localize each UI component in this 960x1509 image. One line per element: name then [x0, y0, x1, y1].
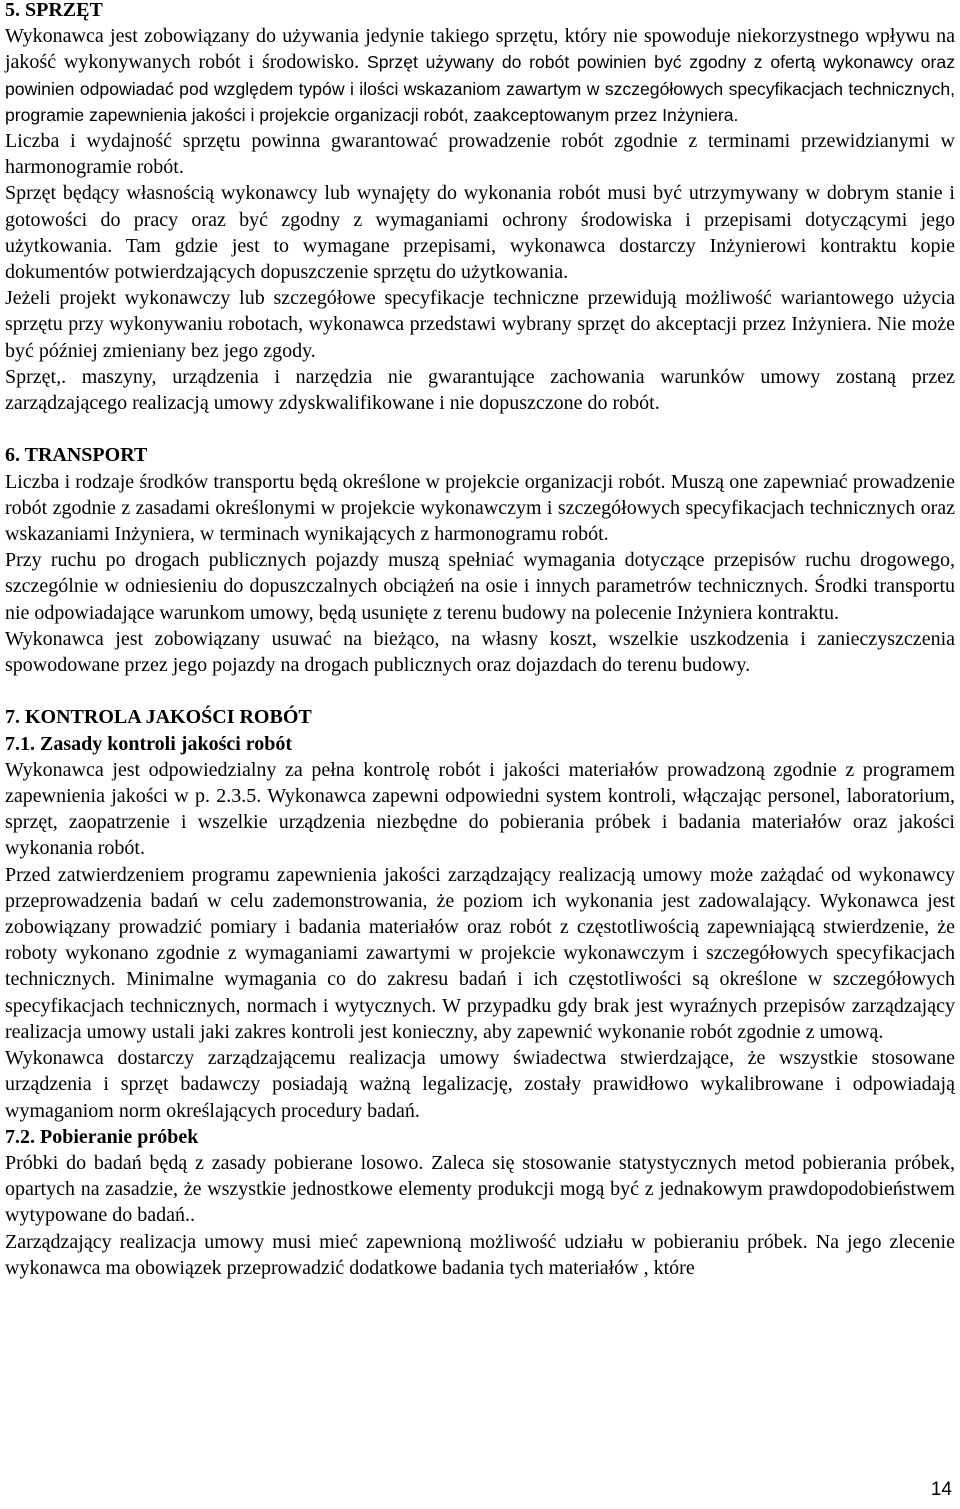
section-7-1-paragraph-3: Wykonawca dostarczy zarządzającemu realizacja umowy świadectwa stwierdzające, że wszystkie stosowane urządzenia i sprzęt badawczy posiadają ważną legalizację, zostały prawidłowo wykalibrowane i odpowiadają wymaganiom norm określających procedury badań.: [5, 1047, 955, 1122]
section-7-1-paragraph-1: Wykonawca jest odpowiedzialny za pełna kontrolę robót i jakości materiałów prowadzoną zgodnie z programem zapewnienia jakości w p. 2.3.5. Wykonawca zapewni odpowiedni system kontroli, włączając personel, laboratorium, sprzęt, zaopatrzenie i wszelkie urządzenia niezbędne do pobierania próbek i badania materiałów oraz jakości wykonania robót.: [5, 758, 955, 860]
section-6-heading: 6. TRANSPORT: [5, 444, 148, 467]
section-7-1-heading: 7.1. Zasady kontroli jakości robót: [5, 732, 293, 755]
section-5-heading: 5. SPRZĘT: [5, 0, 103, 21]
section-6-paragraph-1: Liczba i rodzaje środków transportu będą określone w projekcie organizacji robót. Muszą one zapewniać prowadzenie robót zgodnie z zasadami określonymi w projekcie wykonawczym i szczegółowych specyfikacjach technicznych oraz wskazaniami Inżyniera, w terminach wynikających z harmonogramu robót.: [5, 470, 955, 546]
section-6-paragraph-2: Przy ruchu po drogach publicznych pojazdy muszą spełniać wymagania dotyczące przepisów ruchu drogowego, szczególnie w odniesieniu do dopuszczalnych obciążeń na osie i innych parametrów technicznych. Środki transportu nie odpowiadające warunkom umowy, będą usunięte z terenu budowy na polecenie Inżyniera kontraktu.: [5, 549, 955, 624]
section-5-paragraph-3: Sprzęt będący własnością wykonawcy lub wynajęty do wykonania robót musi być utrzymywany w dobrym stanie i gotowości do pracy oraz być zgodny z wymaganiami ochrony środowiska i przepisami dotyczącymi jego użytkowania. Tam gdzie jest to wymagane przepisami, wykonawca dostarczy Inżynierowi kontraktu kopie dokumentów potwierdzających dopuszczenie sprzętu do użytkowania.: [5, 182, 955, 284]
section-7-2-paragraph-2: Zarządzający realizacja umowy musi mieć zapewnioną możliwość udziału w pobieraniu próbek. Na jego zlecenie wykonawca ma obowiązek przeprowadzić dodatkowe badania tych materiałów , które: [5, 1230, 955, 1279]
section-7-2-paragraph-1: Próbki do badań będą z zasady pobierane losowo. Zaleca się stosowanie statystycznych metod pobierania próbek, opartych na zasadzie, że wszystkie jednostkowe elementy produkcji mogą być z jednakowym prawdopodobieństwem wytypowane do badań..: [5, 1151, 955, 1227]
document-page: [5, 0, 955, 1281]
section-5-paragraph-5: Sprzęt,. maszyny, urządzenia i narzędzia nie gwarantujące zachowania warunków umowy zostaną przez zarządzającego realizacją umowy zdyskwalifikowane i nie dopuszczone do robót.: [5, 365, 955, 415]
section-5-paragraph-2: Liczba i wydajność sprzętu powinna gwarantować prowadzenie robót zgodnie z terminami przewidzianymi w harmonogramie robót.: [5, 130, 955, 179]
section-6-paragraph-3: Wykonawca jest zobowiązany usuwać na bieżąco, na własny koszt, wszelkie uszkodzenia i zanieczyszczenia spowodowane przez jego pojazdy na drogach publicznych oraz dojazdach do terenu budowy.: [5, 627, 955, 677]
section-5-paragraph-1-part-b: Sprzęt używany do robót powinien być zgodny z ofertą wykonawcy oraz powinien odpowiadać pod względem typów i ilości wskazaniom zawartym w szczegółowych specyfikacjach technicznych, programie zapewnienia jakości i projekcie organizacji robót, zaakceptowanym przez Inżyniera.: [5, 52, 955, 125]
section-5-paragraph-4: Jeżeli projekt wykonawczy lub szczegółowe specyfikacje techniczne przewidują możliwość wariantowego użycia sprzętu przy wykonywaniu robotach, wykonawca przedstawi wybrany sprzęt do akceptacji przez Inżyniera. Nie może być później zmieniany bez jego zgody.: [5, 287, 955, 362]
page-number: 14: [930, 1479, 952, 1500]
spacer: [5, 678, 955, 704]
section-7-1-paragraph-2: Przed zatwierdzeniem programu zapewnienia jakości zarządzający realizacją umowy może zażądać od wykonawcy przeprowadzenia badań w celu zademonstrowania, że poziom ich wykonania jest zadowalający. Wykonawca jest zobowiązany prowadzić pomiary i badania materiałów oraz robót z częstotliwością zapewniającą stwierdzenie, że roboty wykonano zgodnie z wymaganiami zawartymi w projekcie wykonawczym i szczegółowych specyfikacjach technicznych. Minimalne wymagania co do zakresu badań i ich częstotliwości są określone w szczegółowych specyfikacjach technicznych, normach i wytycznych. W przypadku gdy brak jest wyraźnych przepisów zarządzający realizacja umowy ustali jaki zakres kontroli jest konieczny, aby zapewnić wykonanie robót zgodnie z umową.: [5, 863, 955, 1043]
section-7-heading: 7. KONTROLA JAKOŚCI ROBÓT: [5, 706, 312, 729]
section-5-paragraph-1-part-a: Wykonawca jest zobowiązany do używania jedynie takiego sprzętu, który nie spowoduje niekorzystnego wpływu na jakość wykonywanych robót i środowisko.: [5, 25, 955, 74]
section-5-paragraph-1: [5, 23, 955, 128]
section-7-2-heading: 7.2. Pobieranie próbek: [5, 1125, 199, 1148]
spacer: [5, 416, 955, 442]
